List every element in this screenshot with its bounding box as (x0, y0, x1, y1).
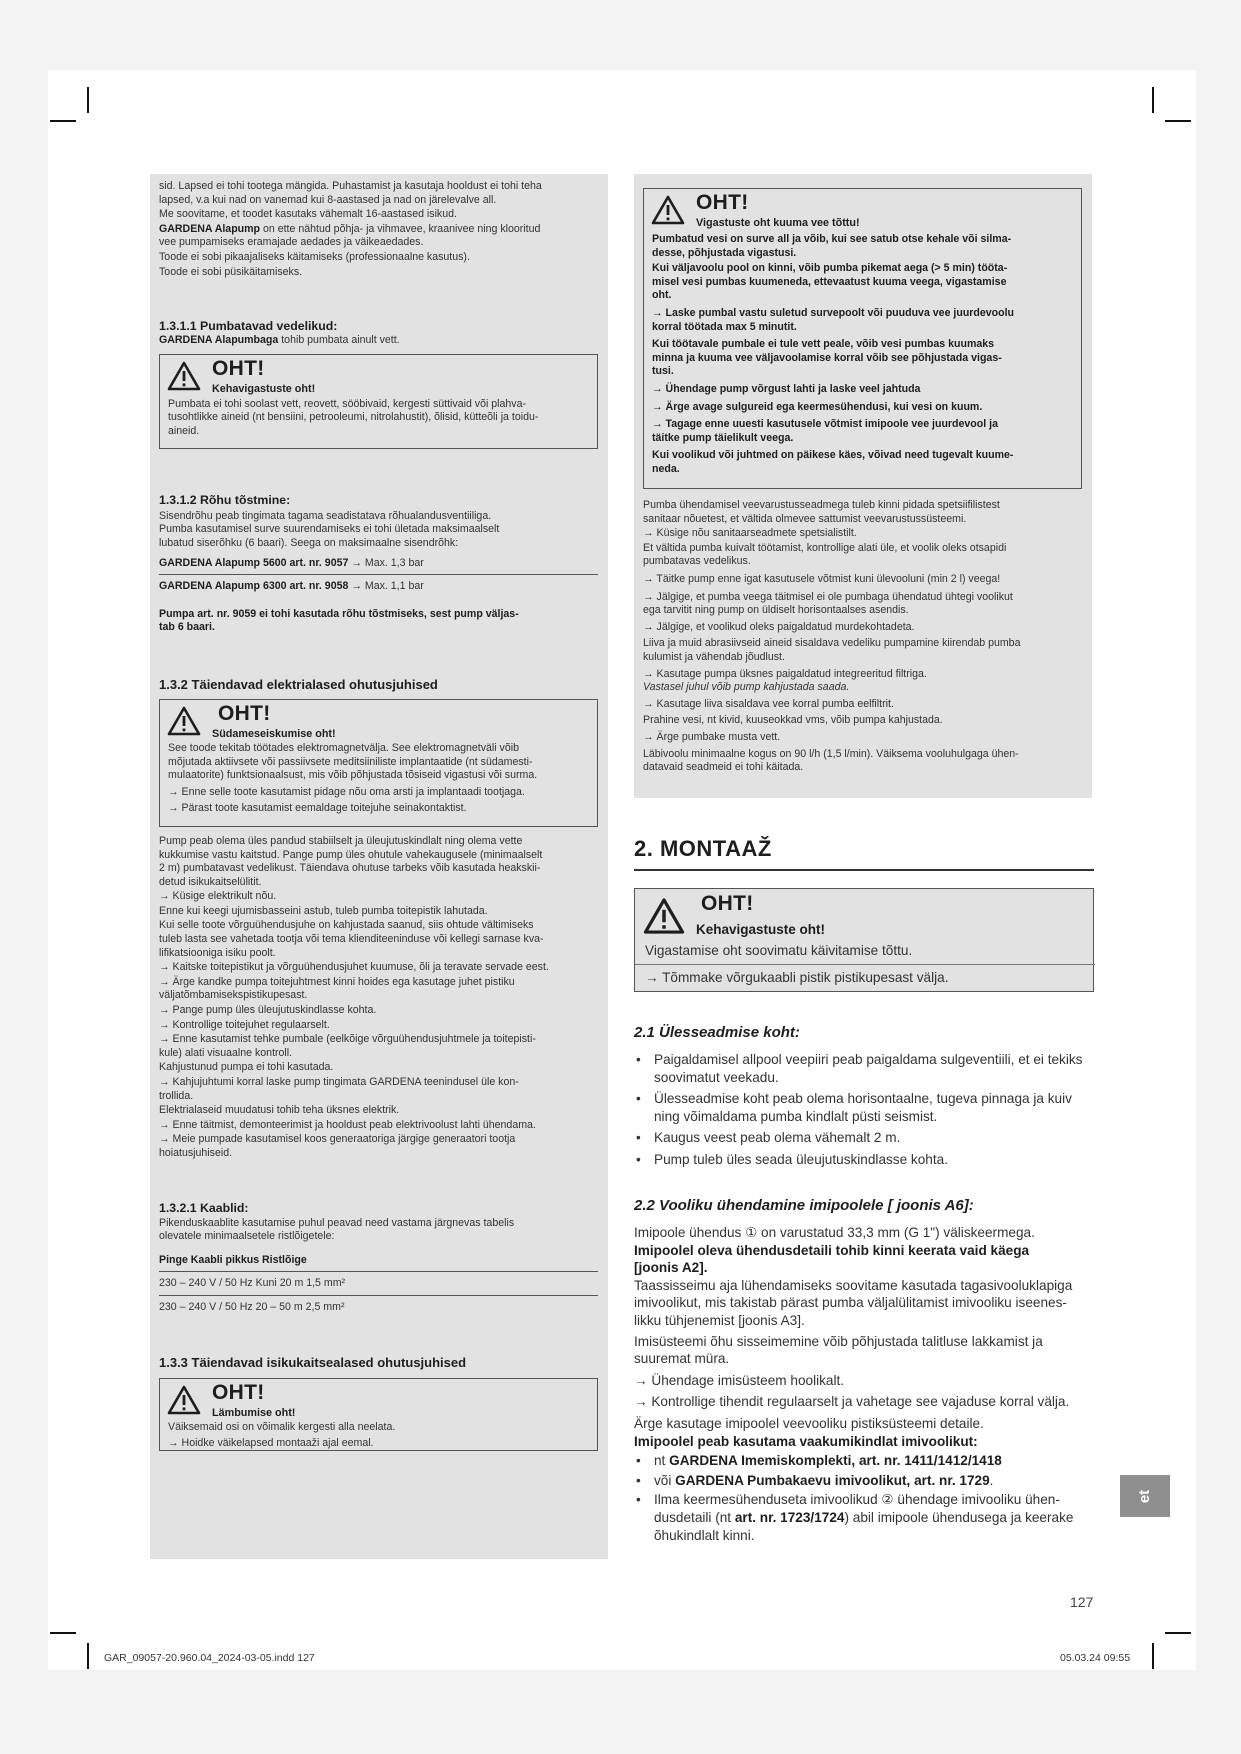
danger-box (159, 1378, 598, 1451)
cable-table-row: 230 – 240 V / 50 Hz 20 – 50 m 2,5 mm² (159, 1300, 345, 1313)
instruction: → Enne täitmist, demonteerimist ja hooldust peab elektrivoolust lahti ühendama. (159, 1118, 536, 1131)
warning-icon (651, 195, 685, 225)
instruction: → Kaitske toitepistikut ja võrguühendusjuhet kuumuse, õli ja teravate servade eest. (159, 961, 549, 974)
danger-subtitle: Kehavigastuste oht! (696, 922, 826, 937)
instruction: kule) alati visuaalne kontroll. (159, 1046, 293, 1059)
danger-instruction: → Tagage enne uuesti kasutusele võtmist imipoole vee juurdevool ja (652, 418, 998, 431)
instruction: → Meie pumpade kasutamisel koos generaatoriga järgige generaatori tootja (159, 1133, 516, 1146)
crop-mark (50, 1632, 76, 1634)
danger-instruction: korral töötada max 5 minutit. (652, 320, 797, 333)
danger-box (159, 354, 598, 449)
electrical-instructions (159, 835, 598, 1161)
danger-text: aineid. (168, 424, 200, 437)
danger-title: OHT! (696, 191, 749, 214)
paragraph-line: [joonis A2]. (634, 1260, 708, 1276)
cable-table-row: 230 – 240 V / 50 Hz Kuni 20 m 1,5 mm² (159, 1277, 346, 1290)
list-item: • Kaugus veest peab olema vähemalt 2 m. (634, 1129, 1094, 1147)
instruction: → Pange pump üles üleujutuskindlasse kohta. (159, 1004, 377, 1017)
paragraph-line: Pumba kasutamisel surve suurendamiseks ei tohi ületada maksimaalselt (159, 523, 500, 536)
paragraph-line: Pumpa art. nr. 9059 ei tohi kasutada rõhu tõstmiseks, sest pump väljas- (159, 607, 519, 620)
danger-instruction: täitke pump täielikult veega. (652, 431, 794, 444)
paragraph-line: tuleb lasta see vahetada tootja või tema klienditeeninduse või kellegi sarnase kva- (159, 933, 544, 946)
footer-timestamp: 05.03.24 09:55 (1060, 1652, 1131, 1664)
crop-mark (1165, 1632, 1191, 1634)
danger-text: See toode tekitab töötades elektromagnetvälja. See elektromagnetväli võib (168, 741, 519, 754)
danger-text: Kui voolikud või juhtmed on päikese käes, võivad need tugevalt kuume- (652, 449, 1014, 462)
danger-text: Kui töötavale pumbale ei tule vett peale, võib vesi pumbas kuumaks (652, 338, 995, 351)
paragraph-line: Pump peab olema üles pandud stabiilselt ja üleujutuskindlalt ning olema vette (159, 834, 523, 847)
danger-text: Pumbata ei tohi soolast vett, reovett, sööbivaid, kergesti süttivaid või plahva- (168, 397, 527, 410)
paragraph-line: imivoolikut, mis takistab pärast pumba väljalülitamist imivooliku iseenes- (634, 1295, 1067, 1311)
instruction: → Kasutage pumpa üksnes paigaldatud integreeritud filtriga. (643, 667, 927, 680)
intro-line: lapsed, v.a kui nad on vanemad kui 8-aastased ja nad on järelevalve all. (159, 193, 497, 206)
chapter-rule (634, 869, 1094, 871)
paragraph-line: Imipoolel peab kasutama vaakumikindlat imivoolikut: (634, 1433, 978, 1449)
instruction: trollida. (159, 1089, 194, 1102)
paragraph-line: detud isikukaitselülitit. (159, 875, 262, 888)
intro-line: vee pumpamiseks eramajade aedades ja väikeaedades. (159, 236, 424, 249)
instruction: → Kasutage liiva sisaldava vee korral pumba eelfiltrit. (643, 697, 894, 710)
paragraph-line: Et vältida pumba kuivalt töötamist, kontrollige alati üle, et voolik oleks otsapidi (643, 541, 1007, 554)
intro-paragraph: GARDENA Alapump on ette nähtud põhja- ja vihmavee, kraanivee ning klooritud (159, 222, 541, 235)
instruction: hoiatusjuhiseid. (159, 1146, 233, 1159)
instruction: → Jälgige, et pumba veega täitmisel ei ole pumbaga ühendatud ühtegi voolikut (643, 590, 1013, 603)
paragraph-line: kukkumise vastu kaitstud. Pange pump üles ohutule vahekaugusele (minimaalselt (159, 848, 543, 861)
divider (159, 1271, 598, 1272)
section-heading: 1.3.2 Täiendavad elektrialased ohutusjuhised (159, 676, 438, 692)
section-heading: 2.1 Ülesseadmise koht: (634, 1024, 800, 1041)
footer-file-info: GAR_09057-20.960.04_2024-03-05.indd 127 (104, 1652, 315, 1664)
italic-note: Vastasel juhul võib pump kahjustada saada. (643, 681, 850, 694)
danger-text: desse, põhjustada vigastusi. (652, 246, 797, 259)
danger-text: tusohtlikke aineid (nt bensiini, petrooleumi, nitrolahustit), õlisid, kütteõli ja toidu- (168, 411, 539, 424)
paragraph-line: Kahjustunud pumpa ei tohi kasutada. (159, 1061, 334, 1074)
paragraph-line: kulumist ja vähendab jõudlust. (643, 650, 785, 663)
paragraph-line: likku tühjenemist [joonis A3]. (634, 1312, 805, 1328)
instruction: → Küsige nõu sanitaarseadmete spetsialistilt. (643, 527, 857, 540)
paragraph-line: Ärge kasutage imipoolel veevooliku pistiksüsteemi detaile. (634, 1415, 984, 1431)
danger-text: neda. (652, 462, 680, 475)
instruction: → Kontrollige tihendit regulaarselt ja vahetage see vajaduse korral välja. (634, 1394, 1070, 1410)
paragraph-line: lubatud siserõhku (6 baari). Seega on maksimaalne sisendrõhk: (159, 536, 459, 549)
danger-text: tusi. (652, 365, 674, 378)
paragraph-line: tab 6 baari. (159, 621, 215, 634)
danger-instruction: → Ärge avage sulgureid ega keermesühendusi, kui vesi on kuum. (652, 400, 983, 413)
warning-icon (167, 1385, 201, 1415)
paragraph-line: Elektrialaseid muudatusi tohib teha üksnes elektrik. (159, 1104, 400, 1117)
paragraph-line: lifikatsiooniga isiku poolt. (159, 946, 276, 959)
warning-icon (167, 361, 201, 391)
instruction: → Ärge kandke pumpa toitejuhtmest kinni hoides ega kasutage juhet pistiku (159, 975, 515, 988)
danger-text: Väiksemaid osi on võimalik kergesti alla neelata. (168, 1420, 396, 1433)
list-item: • Ülesseadmise koht peab olema horisontaalne, tugeva pinnaga ja kuiv ning võimaldama pumba kindlalt püsti seismist. (634, 1090, 1094, 1125)
paragraph-line: Kui selle toote võrguühendusjuhe on kahjustada saanud, siis ohtude vältimiseks (159, 919, 534, 932)
danger-instruction: → Tõmmake võrgukaabli pistik pistikupesast välja. (645, 969, 949, 985)
intro-line: sid. Lapsed ei tohi tootega mängida. Puhastamist ja kasutaja hooldust ei tohi teha (159, 180, 542, 192)
section-2-2 (634, 1197, 1094, 1544)
paragraph-line: 2 m) pumbatavast vedelikust. Täiendava ohutuse tarbeks võib kasutada heakskii- (159, 862, 541, 875)
instruction: → Täitke pump enne igat kasutusele võtmist kuni ülevooluni (min 2 l) veega! (643, 572, 1001, 585)
chapter-title: 2. MONTAAŽ (634, 836, 772, 861)
paragraph-line: Prahine vesi, nt kivid, kuuseokkad vms, võib pumpa kahjustada. (643, 714, 943, 727)
danger-subtitle: Vigastuste oht kuuma vee tõttu! (696, 217, 860, 229)
pressure-row: GARDENA Alapump 6300 art. nr. 9058 → Max. 1,1 bar (159, 580, 424, 593)
intro-line: Toode ei sobi pikaajaliseks käitamiseks (professionaalne kasutus). (159, 250, 470, 263)
list-item: • nt GARDENA Imemiskomplekti, art. nr. 1411/1412/1418 (634, 1452, 1094, 1470)
instruction: → Enne kasutamist tehke pumbale (eelkõige võrguühendusjuhtmele ja toitepisti- (159, 1033, 536, 1046)
paragraph-line: Sisendrõhu peab tingimata tagama seadistatava rõhualandusventiiliga. (159, 509, 492, 522)
water-instructions (643, 499, 1082, 775)
instruction: → Kontrollige toitejuhet regulaarselt. (159, 1018, 330, 1031)
danger-box (643, 188, 1082, 489)
danger-title: OHT! (212, 1380, 265, 1404)
danger-title: OHT! (701, 892, 754, 915)
paragraph-line: Imisüsteemi õhu sisseimemine võib põhjustada talitluse lakkamist ja (634, 1333, 1043, 1349)
danger-text: oht. (652, 289, 672, 302)
instruction: → Jälgige, et voolikud oleks paigaldatud murdekohtadeta. (643, 620, 915, 633)
paragraph-line: Enne kui keegi ujumisbasseini astub, tuleb pumba toitepistik lahutada. (159, 904, 488, 917)
paragraph-line: Imipoolel oleva ühendusdetaili tohib kinni keerata vaid käega (634, 1242, 1030, 1258)
danger-text: misel vesi pumbas kuumeneda, ettevaatust kuuma veega, vigastamise (652, 275, 1007, 288)
danger-text: mulaatorite) funktsionaalsust, mis võib põhjustada tõsiseid vigastusi või surma. (168, 769, 538, 782)
crop-mark (1152, 87, 1154, 113)
list-item: • Paigaldamisel allpool veepiiri peab paigaldama sulgeventiili, et ei tekiks soovimatut veekadu. (634, 1051, 1094, 1086)
danger-text: Pumbatud vesi on surve all ja võib, kui see satub otse kehale või silma- (652, 233, 1012, 245)
danger-text: Kui väljavoolu pool on kinni, võib pumba pikemat aega (> 5 min) tööta- (652, 262, 1008, 275)
divider (159, 574, 598, 575)
section-heading: 1.3.3 Täiendavad isikukaitsealased ohutusjuhised (159, 1354, 467, 1370)
list-item: • Pump tuleb üles seada üleujutuskindlasse kohta. (634, 1151, 1094, 1169)
intro-line: Toode ei sobi püsikäitamiseks. (159, 265, 303, 278)
section-heading: 1.3.1.1 Pumbatavad vedelikud: (159, 319, 338, 334)
intro-line: Me soovitame, et toodet kasutaks vähemalt 16-aastased isikud. (159, 208, 457, 221)
danger-instruction: → Pärast toote kasutamist eemaldage toitejuhe seinakontaktist. (168, 802, 467, 815)
language-tab: et (1120, 1475, 1170, 1517)
paragraph-line: Taassisseimu aja lühendamiseks soovitame kasutada tagasivooluklapiga (634, 1277, 1073, 1293)
danger-title: OHT! (218, 701, 271, 725)
paragraph-line: pumbatavas vedelikus. (643, 555, 751, 568)
danger-box (159, 699, 598, 827)
instruction: väljatõmbamiseks​pistikupesast. (159, 989, 308, 1002)
crop-mark (1165, 120, 1191, 122)
crop-mark (50, 120, 76, 122)
paragraph-line: datavaid seadmeid ei tohi käitada. (643, 761, 804, 774)
danger-instruction: → Ühendage pump võrgust lahti ja laske veel jahtuda (652, 382, 921, 395)
danger-box (634, 888, 1094, 992)
crop-mark (87, 1643, 89, 1669)
paragraph-line: Imipoole ühendus ① on varustatud 33,3 mm (G 1") väliskeermega. (634, 1225, 1035, 1240)
paragraph-line: Liiva ja muid abrasiivseid aineid sisaldava vedeliku pumpamine kiirendab pumba (643, 637, 1021, 650)
warning-icon (167, 706, 201, 736)
cable-table-header: Pinge Kaabli pikkus Ristlõige (159, 1253, 307, 1266)
danger-subtitle: Südameseiskumise oht! (212, 727, 336, 740)
danger-instruction: → Hoidke väikelapsed montaaži ajal eemal. (168, 1437, 374, 1450)
paragraph-line: Pumba ühendamisel veevarustusseadmega tuleb kinni pidada spetsiifilistest (643, 499, 1000, 511)
crop-mark (1152, 1643, 1154, 1669)
paragraph: GARDENA Alapumbaga tohib pumbata ainult vett. (159, 334, 400, 347)
danger-instruction: → Laske pumbal vastu suletud survepoolt või puuduva vee juurdevoolu (652, 306, 1015, 319)
danger-subtitle: Kehavigastuste oht! (212, 382, 316, 395)
list-item: • või GARDENA Pumbakaevu imivoolikut, art. nr. 1729. (634, 1472, 1094, 1490)
divider (159, 1295, 598, 1296)
paragraph-line: sanitaar nõuetest, et vältida olmevee sattumist veevarustussüsteemi. (643, 512, 967, 525)
paragraph-line: olevatele minimaalsetele ristlõigetele: (159, 1230, 335, 1243)
paragraph-line: Pikenduskaablite kasutamise puhul peavad need vastama järgnevas tabelis (159, 1216, 515, 1229)
crop-mark (87, 87, 89, 113)
danger-text: Vigastamise oht soovimatu käivitamise tõttu. (645, 943, 913, 958)
paragraph-line: suuremat müra. (634, 1351, 730, 1367)
danger-instruction: → Enne selle toote kasutamist pidage nõu oma arsti ja implantaadi tootjaga. (168, 785, 525, 798)
danger-text: mõjutada aktiivsete või passiivsete meditsiiniliste implantaatide (nt südamesti- (168, 755, 533, 768)
warning-icon (643, 897, 685, 935)
section-heading: 1.3.1.2 Rõhu tõstmine: (159, 492, 291, 507)
instruction: ega tarvitit ning pump on üldiselt horisontaalses asendis. (643, 604, 909, 617)
list-item: • Ilma keermesühenduseta imivoolikud ② ühendage imivooliku ühen- dusdetaili (nt art. nr. 1723/1724) abil imipoole ühendusega ja keerake õhukindlalt kinni. (634, 1491, 1094, 1544)
right-column-grey (634, 174, 1092, 798)
pressure-row: GARDENA Alapump 5600 art. nr. 9057 → Max. 1,3 bar (159, 556, 424, 569)
section-heading: 1.3.2.1 Kaablid: (159, 1200, 249, 1215)
danger-text: minna ja kuuma vee väljavoolamise korral võib see põhjustada vigas- (652, 351, 1002, 364)
left-column (150, 174, 608, 1559)
instruction: → Ühendage imisüsteem hoolikalt. (634, 1372, 845, 1388)
danger-title: OHT! (212, 356, 265, 380)
page-number: 127 (1070, 1594, 1094, 1610)
instruction: → Kahjujuhtumi korral laske pump tingimata GARDENA teenindusel üle kon- (159, 1076, 519, 1088)
section-heading: 2.2 Vooliku ühendamine imipoolele [ joonis A6]: (634, 1197, 974, 1214)
paragraph-line: Läbivoolu minimaalne kogus on 90 l/h (1,5 l/min). Väiksema vooluhulgaga ühen- (643, 747, 1019, 760)
danger-subtitle: Lämbumise oht! (212, 1406, 296, 1419)
instruction: → Ärge pumbake musta vett. (643, 730, 781, 743)
section-2-1 (634, 1024, 1094, 1169)
instruction: → Küsige elektrikult nõu. (159, 890, 277, 903)
